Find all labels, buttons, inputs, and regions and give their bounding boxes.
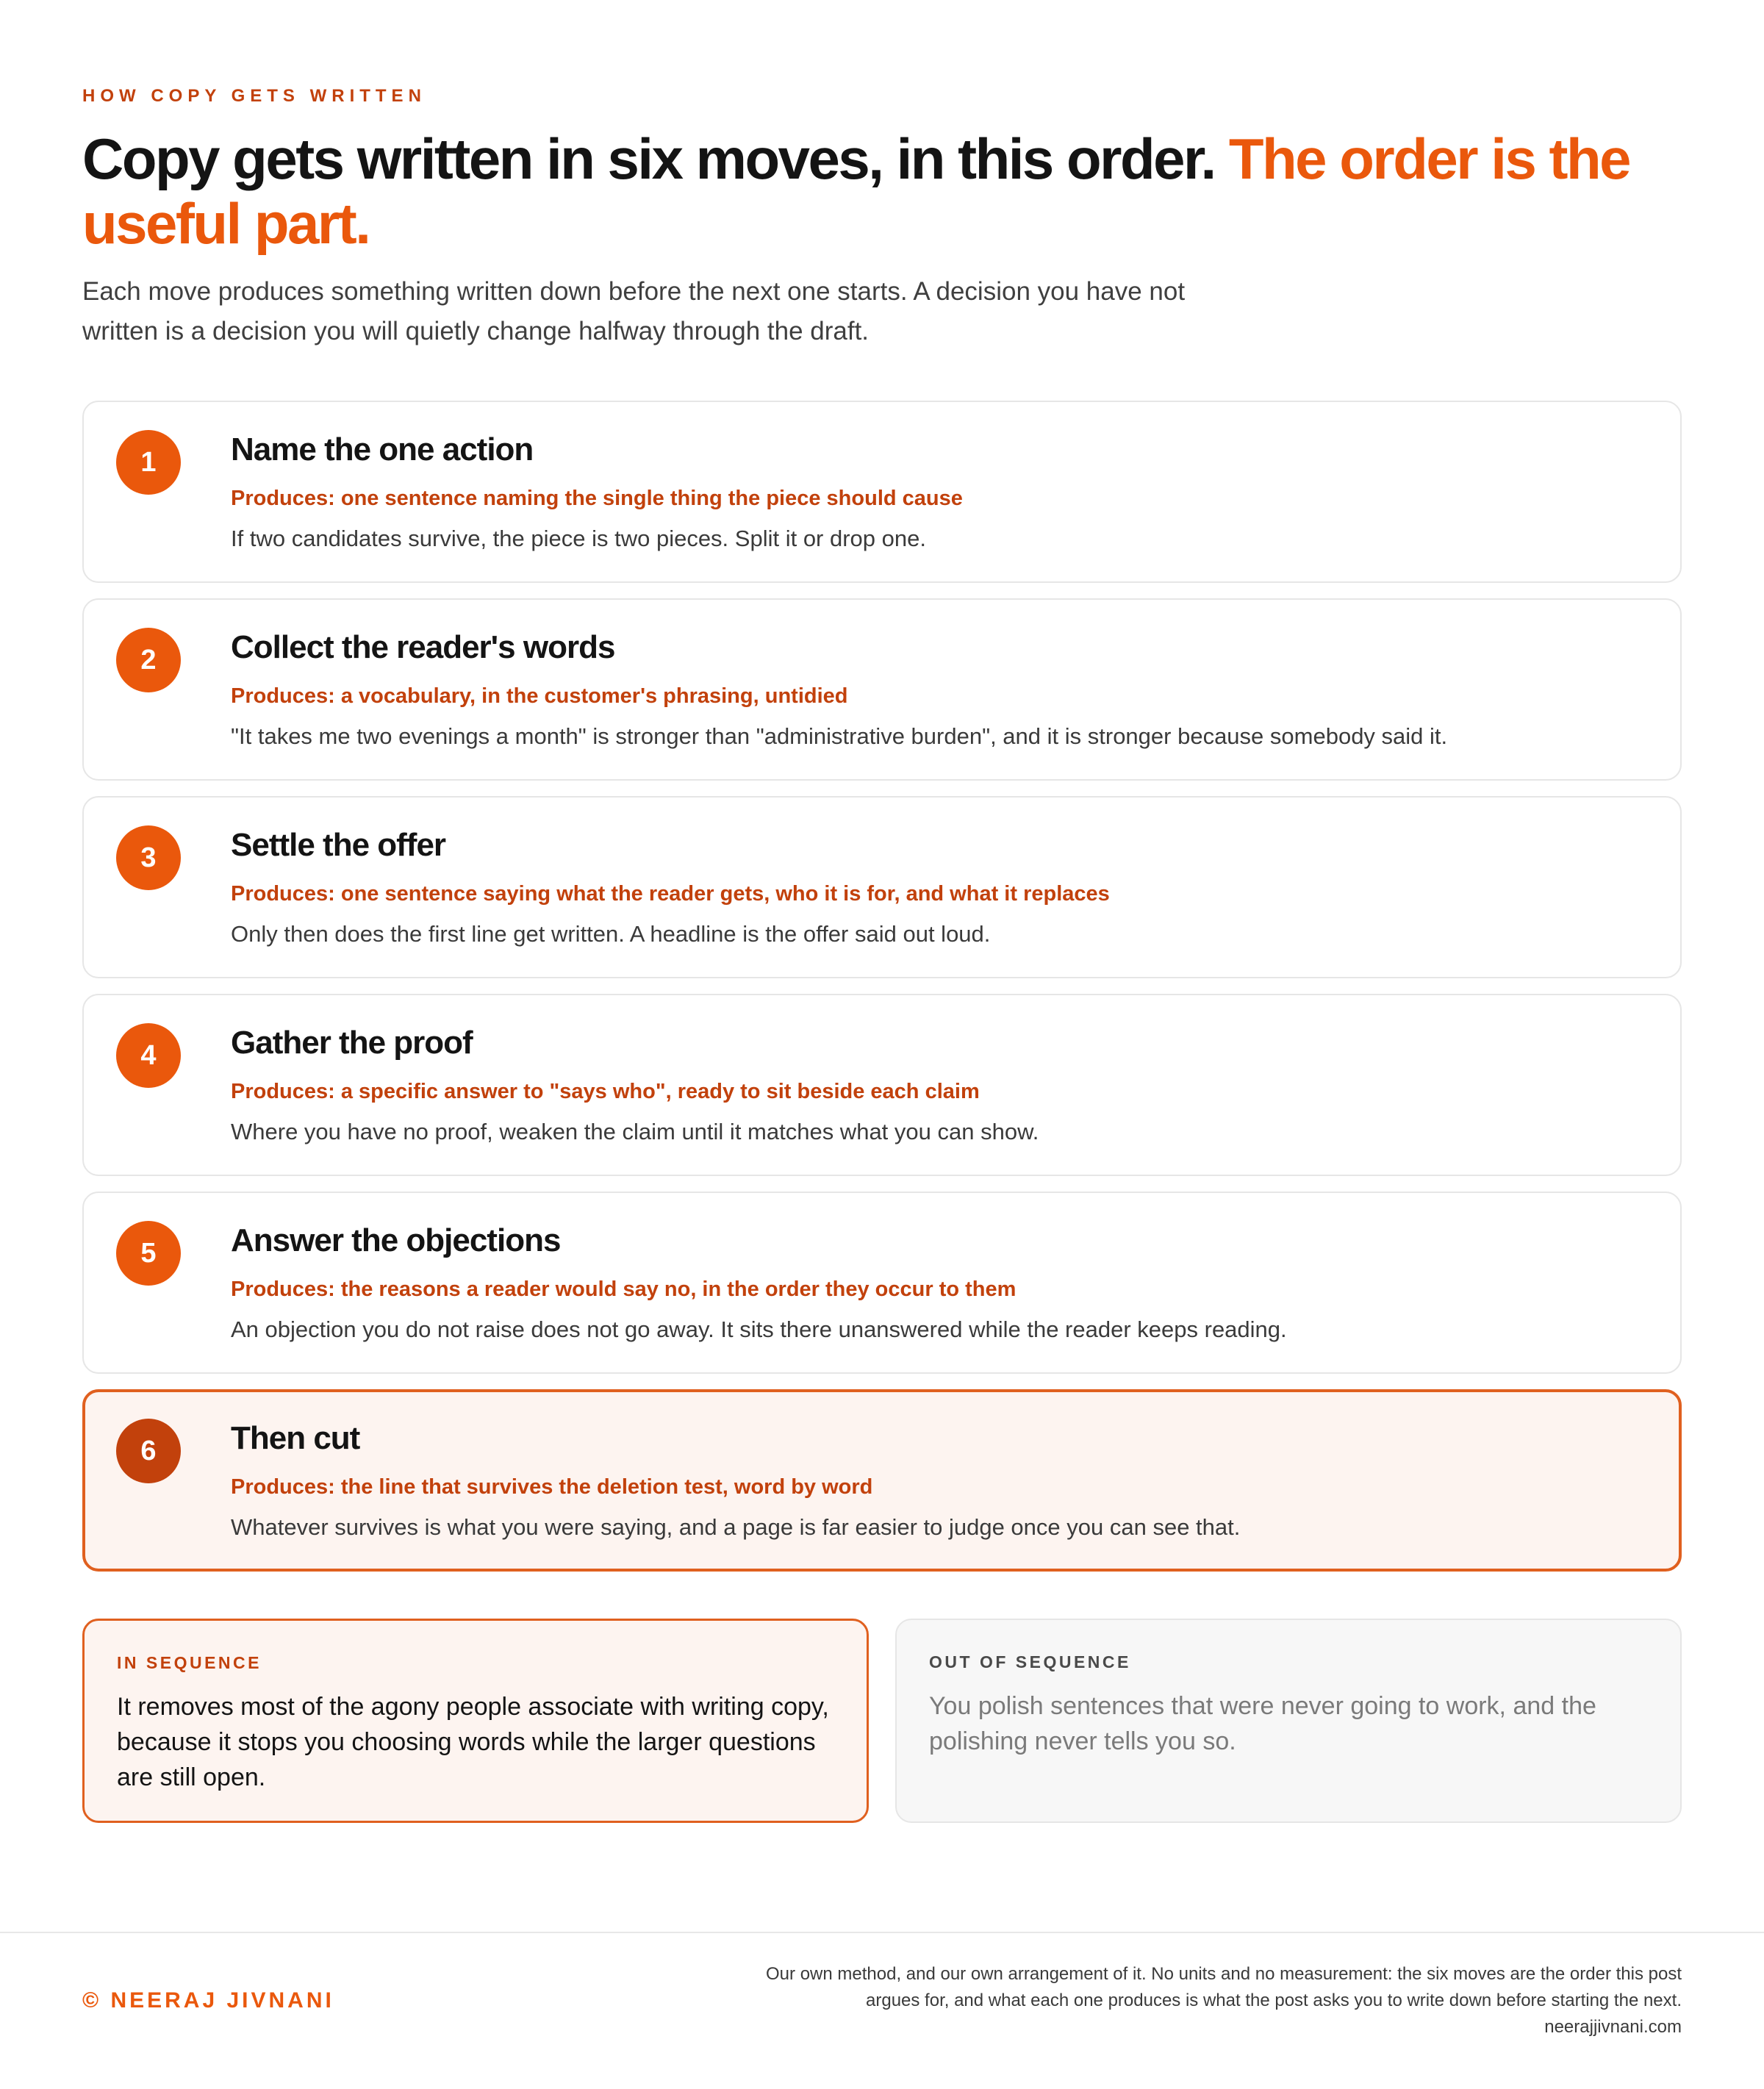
step-title: Name the one action — [231, 431, 534, 467]
step-number-badge: 2 — [116, 628, 181, 692]
in-sequence-label: IN SEQUENCE — [117, 1653, 262, 1672]
step-number-badge: 1 — [116, 430, 181, 495]
steps-list — [82, 401, 1682, 1587]
step-note: "It takes me two evenings a month" is stronger than "administrative burden", and it is stronger because somebody said it. — [231, 723, 1448, 749]
footer-note-line: Our own method, and our own arrangement of it. No units and no measurement: the six moves are the order this post — [766, 1964, 1682, 1984]
eyebrow: HOW COPY GETS WRITTEN — [82, 86, 426, 106]
headline-main: Copy gets written in six moves, in this order. — [82, 126, 1229, 191]
step-number-badge: 3 — [116, 825, 181, 890]
step-note: Whatever survives is what you were saying, and a page is far easier to judge once you can see that. — [231, 1514, 1241, 1540]
footer-brand: © NEERAJ JIVNANI — [82, 1988, 334, 2013]
step-card-highlighted — [82, 1389, 1682, 1572]
step-card — [82, 598, 1682, 781]
footer-divider — [0, 1932, 1764, 1933]
out-of-sequence-body: You polish sentences that were never going to work, and the polishing never tells you so. — [929, 1692, 1596, 1755]
step-card — [82, 1192, 1682, 1374]
step-title: Then cut — [231, 1420, 360, 1456]
sequence-comparison — [82, 1619, 1682, 1823]
step-note: Where you have no proof, weaken the claim until it matches what you can show. — [231, 1119, 1039, 1144]
step-title: Answer the objections — [231, 1222, 561, 1258]
in-sequence-body: It removes most of the agony people associate with writing copy, because it stops you choosing words while the larger questions are still open. — [117, 1693, 829, 1791]
step-title: Collect the reader's words — [231, 629, 615, 665]
footer-note-line: argues for, and what each one produces is what the post asks you to write down before starting the next. — [866, 1991, 1682, 2010]
headline-accent: The order is the useful part. — [82, 126, 1630, 256]
step-note: Only then does the first line get written. A headline is the offer said out loud. — [231, 921, 991, 947]
step-title: Settle the offer — [231, 827, 446, 863]
step-note: An objection you do not raise does not go away. It sits there unanswered while the reader keeps reading. — [231, 1316, 1287, 1342]
step-produces: Produces: one sentence saying what the reader gets, who it is for, and what it replaces — [231, 882, 1110, 906]
step-card — [82, 796, 1682, 978]
step-number-badge: 5 — [116, 1221, 181, 1286]
in-sequence-box — [82, 1619, 869, 1823]
footer-note — [609, 1961, 1682, 2040]
step-produces: Produces: a specific answer to "says who", ready to sit beside each claim — [231, 1080, 980, 1103]
step-title: Gather the proof — [231, 1025, 473, 1061]
out-of-sequence-box — [895, 1619, 1682, 1823]
page-title — [82, 126, 1682, 256]
footer-site-link[interactable]: neerajjivnani.com — [1544, 2017, 1682, 2037]
step-produces: Produces: the reasons a reader would say no, in the order they occur to them — [231, 1278, 1017, 1301]
out-of-sequence-label: OUT OF SEQUENCE — [929, 1652, 1131, 1671]
step-produces: Produces: the line that survives the deletion test, word by word — [231, 1475, 873, 1499]
step-number-badge: 6 — [116, 1419, 181, 1483]
step-produces: Produces: one sentence naming the single thing the piece should cause — [231, 487, 963, 510]
step-number-badge: 4 — [116, 1023, 181, 1088]
step-note: If two candidates survive, the piece is two pieces. Split it or drop one. — [231, 526, 926, 551]
step-produces: Produces: a vocabulary, in the customer's phrasing, untidied — [231, 684, 848, 708]
step-card — [82, 994, 1682, 1176]
step-card — [82, 401, 1682, 583]
lede: Each move produces something written down before the next one starts. A decision you have not written is a decision you will quietly change halfway through the draft. — [82, 277, 1186, 345]
